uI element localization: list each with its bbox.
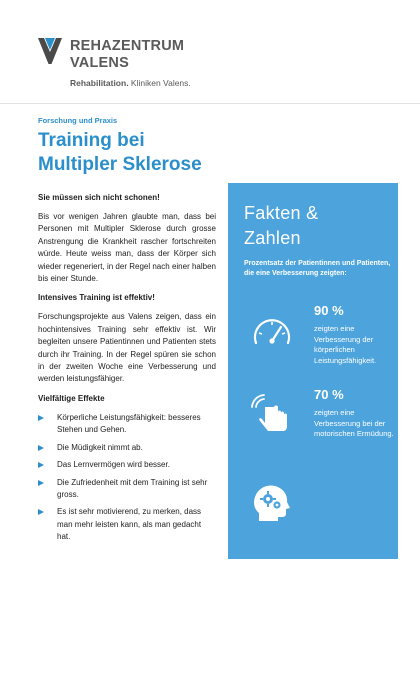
- list-item-text: Die Müdigkeit nimmt ab.: [57, 442, 143, 452]
- title-line-2: Multipler Sklerose: [38, 154, 202, 175]
- effects-list: [38, 412, 216, 544]
- bullet-triangle-icon: [38, 445, 44, 451]
- stat-text: zeigten eine Verbesserung der körperlichen Leistungsfähigkeit.: [314, 324, 377, 365]
- list-item-text: Es ist sehr motivierend, zu merken, dass man mehr leisten kann, als man gedacht hat.: [57, 507, 202, 542]
- stat-value: 90 %: [314, 303, 344, 318]
- tagline: [70, 78, 191, 88]
- section-tag: Forschung und Praxis: [38, 116, 118, 125]
- tagline-bold: Rehabilitation.: [70, 78, 129, 88]
- page-header: [0, 0, 420, 104]
- stat-text: zeigten eine Verbesserung bei der motorischen Ermüdung.: [314, 408, 394, 438]
- head-gears-icon: [250, 481, 294, 525]
- facts-title-line-2: Zahlen: [244, 228, 301, 248]
- list-item-text: Das Lernvermögen wird besser.: [57, 460, 170, 470]
- brand-name: [70, 39, 184, 70]
- facts-panel: [228, 183, 398, 676]
- brand-line-2: VALENS: [70, 54, 129, 71]
- stat-value: 60 %: [314, 625, 344, 640]
- list-item: [38, 412, 216, 437]
- hand-touch-icon: [250, 393, 294, 437]
- list-item: [38, 459, 216, 471]
- list-item: [38, 477, 216, 502]
- heading-schonen: Sie müssen sich nicht schonen!: [38, 193, 160, 202]
- paragraph-training: Forschungsprojekte aus Valens zeigen, dass ein hochintensives Training sehr effektiv ist. Wir begleiten unsere Patientinnen und Patienten stets durch ihr Training. In der Regel spüren sie schon in der zweiten Woche eine Verbesserung und werden leistungsfähiger.: [38, 312, 216, 384]
- title-line-1: Training bei: [38, 130, 145, 151]
- list-item: [38, 506, 216, 543]
- stat-value: 70 %: [314, 387, 344, 402]
- heading-training: Intensives Training ist effektiv!: [38, 293, 155, 303]
- bullet-triangle-icon: [38, 415, 44, 421]
- page-title: [38, 129, 338, 177]
- facts-intro: Prozentsatz der Patientinnen und Patienten, die eine Verbesserung zeigten:: [244, 260, 391, 277]
- body-column: [38, 192, 216, 549]
- heading-effekte: Vielfältige Effekte: [38, 393, 105, 403]
- brand-line-1: REHAZENTRUM: [70, 38, 185, 54]
- bullet-triangle-icon: [38, 462, 44, 468]
- tagline-rest: Kliniken Valens.: [128, 78, 191, 88]
- list-item-text: Die Zufriedenheit mit dem Training ist sehr gross.: [57, 477, 208, 499]
- facts-title: [244, 201, 318, 251]
- stat-text: zeigten eine Verbesserung bei der kognitiven Ermüdung.: [314, 646, 387, 676]
- bullet-triangle-icon: [38, 509, 44, 515]
- paragraph-schonen: Bis vor wenigen Jahren glaubte man, dass bei Personen mit Multipler Sklerose durch grosse Anstrengung die Krankheit rascher fortschreiten würde. Heute weiss man, dass der Körper sich wieder regeneriert, in der Regel nach einer halben bis einer Stunde.: [38, 212, 216, 284]
- speedometer-icon: [250, 311, 294, 355]
- list-item-text: Körperliche Leistungsfähigkeit: besseres Stehen und Gehen.: [57, 412, 201, 435]
- list-item: [38, 442, 216, 454]
- bullet-triangle-icon: [38, 480, 44, 486]
- facts-title-line-1: Fakten &: [244, 203, 319, 223]
- valens-logo-icon: [38, 38, 62, 66]
